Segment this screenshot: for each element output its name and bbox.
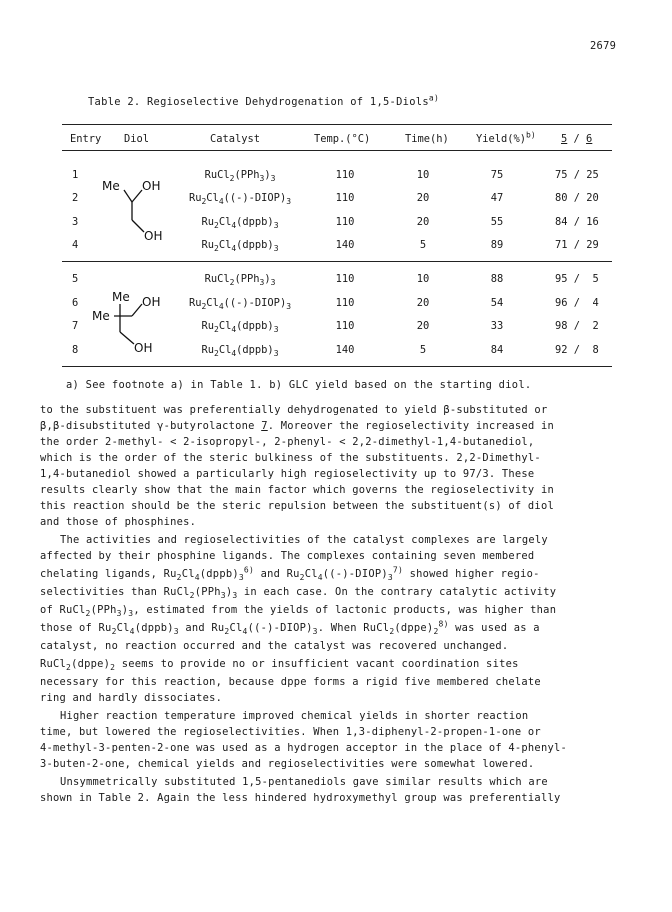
cell-yield: 75 — [490, 169, 504, 181]
formula-part: RuCl — [204, 273, 230, 285]
formula-part: Cl — [218, 216, 232, 228]
text-span: and Ru — [178, 622, 225, 634]
cell-temp: 140 — [335, 344, 355, 356]
text-line: catalyst, no reaction occurred and the catalyst was recovered unchanged. — [40, 640, 509, 652]
text-line: affected by their phosphine ligands. The complexes containing seven membered — [40, 550, 535, 562]
cell-catalyst — [180, 192, 300, 207]
diol1-me: Me — [102, 179, 120, 193]
cell-time: 20 — [416, 297, 430, 309]
compound-ref: 7 — [261, 420, 268, 432]
diol1-oh-bottom: OH — [144, 229, 163, 243]
cell-catalyst — [180, 320, 300, 335]
text-span: , estimated from the yields of lactonic products, was higher than — [133, 604, 557, 616]
subscript: 4 — [317, 573, 323, 583]
subscript: 4 — [218, 197, 224, 207]
cell-yield: 84 — [490, 344, 504, 356]
subscript: 3 — [128, 609, 134, 619]
header-ratio-a: 5 — [561, 133, 568, 145]
header-diol: Diol — [124, 133, 150, 145]
table-bottom-rule — [62, 366, 612, 367]
subscript: 2 — [389, 627, 395, 637]
subscript: 2 — [213, 244, 219, 254]
subscript: 2 — [66, 663, 72, 673]
table-header-rule — [62, 150, 612, 151]
text-line: time, but lowered the regioselectivities. When 1,3-diphenyl-2-propen-1-one or — [40, 726, 541, 738]
cell-time: 20 — [416, 320, 430, 332]
subscript: 3 — [273, 349, 279, 359]
text-line: results clearly show that the main factor which governs the regioselectivity in — [40, 484, 554, 496]
subscript: 4 — [218, 302, 224, 312]
text-span: and Ru — [254, 568, 300, 580]
text-line — [40, 420, 640, 432]
text-line — [40, 565, 640, 583]
formula-part: ((-)-DIOP) — [223, 192, 287, 204]
cell-yield: 88 — [490, 273, 504, 285]
text-span: (dppb) — [134, 622, 174, 634]
cell-entry: 2 — [72, 192, 79, 204]
header-yield-note: b) — [526, 130, 536, 140]
cell-entry: 8 — [72, 344, 79, 356]
cell-time: 5 — [419, 344, 427, 356]
subscript: 2 — [213, 325, 219, 335]
text-line — [40, 658, 640, 673]
subscript: 3 — [273, 325, 279, 335]
cell-time: 10 — [416, 273, 430, 285]
subscript: 3 — [270, 174, 276, 184]
subscript: 2 — [213, 221, 219, 231]
subscript: 4 — [231, 349, 237, 359]
reference-note: 8) — [438, 619, 449, 629]
text-line: ring and hardly dissociates. — [40, 692, 223, 704]
formula-part: Cl — [206, 192, 219, 204]
subscript: 3 — [387, 573, 393, 583]
text-span: (dppe) — [394, 622, 434, 634]
cell-catalyst — [180, 344, 300, 359]
subscript: 3 — [116, 609, 122, 619]
formula-part: Ru — [188, 297, 202, 309]
text-span: in each case. On the contrary catalytic activity — [237, 586, 557, 598]
text-line: Higher reaction temperature improved chemical yields in shorter reaction — [60, 710, 529, 722]
subscript: 2 — [229, 174, 235, 184]
cell-ratio: 98 / 2 — [555, 320, 599, 332]
text-span: chelating ligands, Ru — [40, 568, 177, 580]
subscript: 2 — [85, 609, 91, 619]
formula-part: Ru — [188, 192, 202, 204]
cell-ratio: 84 / 16 — [555, 216, 599, 228]
subscript: 3 — [286, 302, 292, 312]
cell-ratio: 75 / 25 — [555, 169, 599, 181]
header-yield — [476, 130, 536, 145]
table-caption-text: Table 2. Regioselective Dehydrogenation of 1,5-Diols — [88, 96, 429, 108]
diol-structure-1 — [96, 172, 186, 252]
text-span: those of Ru — [40, 622, 112, 634]
reference-note: 7) — [392, 565, 404, 575]
formula-part: Cl — [218, 344, 232, 356]
formula-part: Ru — [201, 239, 214, 251]
cell-entry: 3 — [72, 216, 79, 228]
header-temp: Temp.(°C) — [314, 133, 371, 145]
table-top-rule — [62, 124, 612, 125]
reference-note: 6) — [243, 565, 255, 575]
subscript: 2 — [433, 627, 439, 637]
text-span: (PPh — [194, 586, 221, 598]
header-ratio — [561, 133, 592, 145]
subscript: 3 — [270, 278, 276, 288]
cell-ratio: 92 / 8 — [555, 344, 599, 356]
table-caption — [88, 93, 440, 108]
table-footnotes: a) See footnote a) in Table 1. b) GLC yield based on the starting diol. — [66, 379, 532, 391]
cell-yield: 55 — [490, 216, 504, 228]
subscript: 4 — [231, 221, 237, 231]
cell-time: 10 — [416, 169, 430, 181]
header-yield-text: Yield(%) — [476, 133, 527, 145]
cell-entry: 7 — [72, 320, 79, 332]
formula-part: (dppb) — [236, 320, 274, 332]
formula-part: Ru — [201, 320, 214, 332]
cell-catalyst — [180, 216, 300, 231]
header-catalyst: Catalyst — [210, 133, 261, 145]
table-group-rule — [62, 261, 612, 262]
cell-ratio: 80 / 20 — [555, 192, 599, 204]
diol2-me-left: Me — [92, 309, 110, 323]
subscript: 2 — [224, 627, 230, 637]
subscript: 3 — [312, 627, 318, 637]
text-span: . Moreover the regioselectivity increased in — [267, 420, 554, 432]
header-entry: Entry — [70, 133, 102, 145]
subscript: 4 — [194, 573, 200, 583]
header-ratio-sep: / — [567, 133, 587, 145]
cell-entry: 4 — [72, 239, 79, 251]
cell-ratio: 95 / 5 — [555, 273, 599, 285]
subscript: 4 — [231, 244, 237, 254]
text-span: RuCl — [40, 658, 67, 670]
cell-entry: 6 — [72, 297, 79, 309]
cell-entry: 1 — [72, 169, 79, 181]
formula-part: Cl — [218, 320, 232, 332]
subscript: 2 — [229, 278, 235, 288]
text-line: 4-methyl-3-penten-2-one was used as a hydrogen acceptor in the place of 4-phenyl- — [40, 742, 567, 754]
subscript: 2 — [201, 197, 207, 207]
subscript: 2 — [110, 663, 116, 673]
cell-yield: 54 — [490, 297, 504, 309]
subscript: 3 — [232, 591, 238, 601]
text-line: and those of phosphines. — [40, 516, 197, 528]
subscript: 2 — [213, 349, 219, 359]
formula-part: (dppb) — [236, 239, 274, 251]
subscript: 3 — [259, 278, 265, 288]
text-span: showed higher regio- — [403, 568, 540, 580]
diol2-oh-bottom: OH — [134, 341, 153, 355]
diol2-me-top: Me — [112, 290, 130, 304]
subscript: 2 — [299, 573, 305, 583]
header-ratio-b: 6 — [586, 133, 593, 145]
text-line: necessary for this reaction, because dppe forms a rigid five membered chelate — [40, 676, 541, 688]
text-line: 1,4-butanediol showed a particularly high regioselectivity up to 97/3. These — [40, 468, 535, 480]
subscript: 4 — [129, 627, 135, 637]
text-span: selectivities than RuCl — [40, 586, 190, 598]
cell-temp: 110 — [335, 320, 355, 332]
subscript: 3 — [220, 591, 226, 601]
subscript: 3 — [286, 197, 292, 207]
cell-catalyst — [180, 273, 300, 288]
text-span: ((-)-DIOP) — [247, 622, 313, 634]
subscript: 3 — [259, 174, 265, 184]
text-span: (dppe) — [71, 658, 111, 670]
text-line: The activities and regioselectivities of the catalyst complexes are largely — [60, 534, 548, 546]
subscript: 2 — [176, 573, 182, 583]
text-line: this reaction should be the steric repulsion between the substituent(s) of diol — [40, 500, 554, 512]
formula-part: Cl — [206, 297, 219, 309]
subscript: 4 — [231, 325, 237, 335]
cell-catalyst — [180, 297, 300, 312]
formula-part: (dppb) — [236, 344, 274, 356]
cell-temp: 110 — [335, 216, 355, 228]
text-span: Cl — [116, 622, 130, 634]
formula-part: ((-)-DIOP) — [223, 297, 287, 309]
subscript: 2 — [201, 302, 207, 312]
diol1-oh-top: OH — [142, 179, 161, 193]
text-span: Cl — [229, 622, 243, 634]
text-span: Cl — [304, 568, 318, 580]
text-line: to the substituent was preferentially dehydrogenated to yield β-substituted or — [40, 404, 548, 416]
cell-ratio: 96 / 4 — [555, 297, 599, 309]
cell-temp: 110 — [335, 297, 355, 309]
diol-structure-2 — [92, 280, 186, 364]
page-number: 2679 — [590, 40, 617, 52]
cell-temp: 140 — [335, 239, 355, 251]
text-span: was used as a — [448, 622, 540, 634]
cell-catalyst — [180, 239, 300, 254]
text-span: of RuCl — [40, 604, 86, 616]
formula-part: Ru — [201, 216, 214, 228]
text-line — [40, 586, 640, 601]
text-line: which is the order of the steric bulkiness of the substituents. 2,2-Dimethyl- — [40, 452, 541, 464]
text-line — [40, 604, 640, 619]
text-line: shown in Table 2. Again the less hindered hydroxymethyl group was preferentially — [40, 792, 561, 804]
cell-yield: 33 — [490, 320, 504, 332]
cell-temp: 110 — [335, 169, 355, 181]
text-span: ) — [225, 586, 233, 598]
subscript: 3 — [273, 244, 279, 254]
cell-yield: 89 — [490, 239, 504, 251]
text-span: β,β-disubstituted γ-butyrolactone — [40, 420, 262, 432]
cell-time: 5 — [419, 239, 427, 251]
formula-part: (dppb) — [236, 216, 274, 228]
text-span: ((-)-DIOP) — [322, 568, 388, 580]
text-line — [40, 619, 640, 637]
cell-temp: 110 — [335, 273, 355, 285]
header-time: Time(h) — [405, 133, 449, 145]
text-span: ) — [121, 604, 129, 616]
subscript: 3 — [273, 221, 279, 231]
cell-ratio: 71 / 29 — [555, 239, 599, 251]
subscript: 2 — [189, 591, 195, 601]
formula-part: Ru — [201, 344, 214, 356]
text-span: (dppb) — [199, 568, 239, 580]
cell-time: 20 — [416, 192, 430, 204]
formula-part: ) — [264, 273, 271, 285]
text-span: (PPh — [90, 604, 117, 616]
subscript: 4 — [242, 627, 248, 637]
subscript: 3 — [238, 573, 244, 583]
text-line: Unsymmetrically substituted 1,5-pentanediols gave similar results which are — [60, 776, 548, 788]
subscript: 2 — [111, 627, 117, 637]
formula-part: (PPh — [234, 273, 260, 285]
formula-part: ) — [264, 169, 271, 181]
formula-part: (PPh — [234, 169, 260, 181]
table-caption-note: a) — [428, 93, 440, 103]
text-span: Cl — [181, 568, 195, 580]
cell-catalyst — [180, 169, 300, 184]
formula-part: Cl — [218, 239, 232, 251]
text-span: . When RuCl — [317, 622, 390, 634]
cell-entry: 5 — [72, 273, 79, 285]
subscript: 3 — [173, 627, 179, 637]
text-span: seems to provide no or insufficient vacant coordination sites — [115, 658, 519, 670]
diol2-oh-top: OH — [142, 295, 161, 309]
cell-temp: 110 — [335, 192, 355, 204]
cell-yield: 47 — [490, 192, 504, 204]
cell-time: 20 — [416, 216, 430, 228]
text-line: 3-buten-2-one, chemical yields and regioselectivities were somewhat lowered. — [40, 758, 535, 770]
formula-part: RuCl — [204, 169, 230, 181]
text-line: the order 2-methyl- < 2-isopropyl-, 2-phenyl- < 2,2-dimethyl-1,4-butanediol, — [40, 436, 535, 448]
